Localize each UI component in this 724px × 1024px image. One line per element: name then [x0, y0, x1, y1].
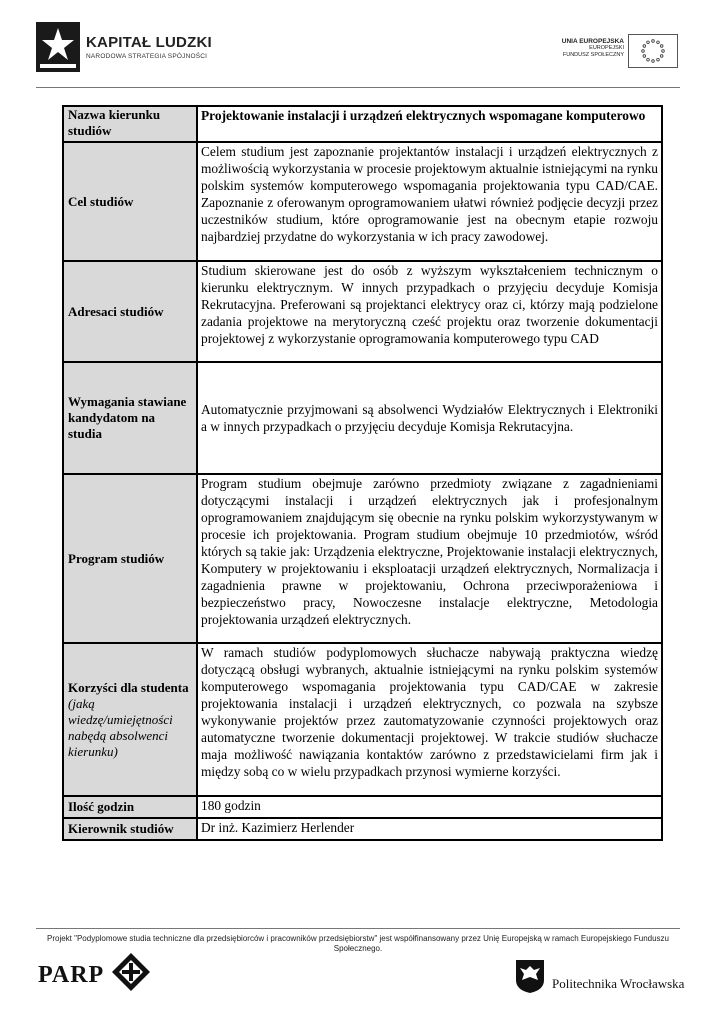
project-funding-note: Projekt "Podyplomowe studia techniczne dla przedsiębiorców i pracowników przedsiębiorstw" jest współfinansowany przez Unię Europejską w ramach Europejskiego Funduszu Społecznego. [47, 934, 669, 953]
table-row [63, 643, 662, 796]
parp-logo-text: PARP [38, 962, 105, 988]
politechnika-eagle-icon [514, 958, 546, 994]
header-divider [36, 87, 680, 88]
row-value: 180 godzin [197, 796, 662, 818]
studies-info-table [62, 105, 663, 841]
page-header [0, 0, 724, 90]
row-label: Kierownik studiów [63, 818, 197, 840]
row-value: W ramach studiów podyplomowych słuchacze nabywają praktyczna wiedzę dotyczącą obsługi wybranych, aktualnie istniejącymi na rynku polskim systemów komputerowego wspomagania projektowania typu CAD/CAE w zakresie projektowania instalacji i urządzeń elektrycznych, co pozwala na szybsze wykonywanie projektów przez zautomatyzowanie czynności projektowych oraz automatyczne tworzenie dokumentacji projektowej. W trakcie studiów słuchacze maja możliwość nawiązania kontaktów zarówno z przedstawicielami firm jak i między sobą co w wielu przypadkach przynosi wymierne korzyści. [197, 643, 662, 796]
logo-subtitle: NARODOWA STRATEGIA SPÓJNOŚCI [86, 53, 208, 60]
row-value: Celem studium jest zapoznanie projektantów instalacji i urządzeń elektrycznych z możliwością wykorzystania w procesie projektowym aktualnie istniejącymi na rynku polskim systemów komputerowego wspomagania projektowania typu CAD/CAE. Zapoznanie z oferowanym oprogramowaniem ułatwi również podjęcie decyzji przez uczestników studium, które oprogramowanie jest na obecnym etapie rozwoju najbardziej przydatne do wykorzystania w ich pracy zawodowej. [197, 142, 662, 261]
logo-title: KAPITAŁ LUDZKI [86, 34, 212, 51]
row-value: Automatycznie przyjmowani są absolwenci Wydziałów Elektrycznych i Elektroniki a w innych przypadkach o przyjęciu decyduje Komisja Rekrutacyjna. [197, 362, 662, 474]
table-row [63, 362, 662, 474]
row-label: Adresaci studiów [63, 261, 197, 362]
row-label: Nazwa kierunku studiów [63, 106, 197, 142]
table-row [63, 796, 662, 818]
row-label: Wymagania stawiane kandydatom na studia [63, 362, 197, 474]
eu-line-3: FUNDUSZ SPOŁECZNY [562, 52, 624, 58]
eu-line-2: EUROPEJSKI [589, 45, 624, 51]
university-name: Politechnika Wrocławska [552, 976, 685, 991]
eu-label [562, 38, 624, 59]
footer-divider [36, 928, 680, 929]
table-row [63, 106, 662, 142]
parp-logo-icon [112, 953, 150, 991]
eu-flag-icon [628, 34, 678, 68]
table-row [63, 474, 662, 643]
benefits-label: Korzyści dla studenta [68, 679, 189, 695]
table-row [63, 142, 662, 261]
table-row [63, 261, 662, 362]
row-label-benefits [63, 643, 197, 796]
row-value: Program studium obejmuje zarówno przedmioty związane z zagadnieniami dotyczącymi instalacji i urządzeń elektrycznych jak i profesjonalnym oprogramowaniem znajdującym się obecnie na rynku polskim wykorzystywanym w procesie ich projektowania. Program studium obejmuje 10 przedmiotów, wśród których są takie jak: Urządzenia elektryczne, Projektowanie instalacji elektrycznych, Komputery w projektowaniu i eksploatacji urządzeń elektrycznych, Normalizacja i zagadnienia prawne w projektowaniu, Ochrona przeciwporażeniowa i bezpieczeństwo pracy, Nowoczesne instalacje elektryczne, Metodologia projektowania urządzeń elektrycznych. [197, 474, 662, 643]
row-label: Ilość godzin [63, 796, 197, 818]
row-value: Studium skierowane jest do osób z wyższym wykształceniem technicznym o kierunku elektrycznym. W innych przypadkach o przyjęciu decyduje Komisja Rekrutacyjna. Preferowani są projektanci elektrycy oraz ci, którzy mają podzielone zadania projektowe na merytoryczną cześć projektu oraz tworzenie dokumentacji projektowej z wykorzystanie oprogramowania komputerowego typu CAD [197, 261, 662, 362]
eu-line-1: UNIA EUROPEJSKA [561, 38, 624, 45]
kapital-ludzki-logo-icon [36, 22, 80, 72]
row-value: Projektowanie instalacji i urządzeń elektrycznych wspomagane komputerowo [197, 106, 662, 142]
row-label: Cel studiów [63, 142, 197, 261]
table-row [63, 818, 662, 840]
row-value: Dr inż. Kazimierz Herlender [197, 818, 662, 840]
row-label: Program studiów [63, 474, 197, 643]
benefits-label-note: (jaką wiedzę/umiejętności nabędą absolwenci kierunku) [68, 695, 173, 759]
